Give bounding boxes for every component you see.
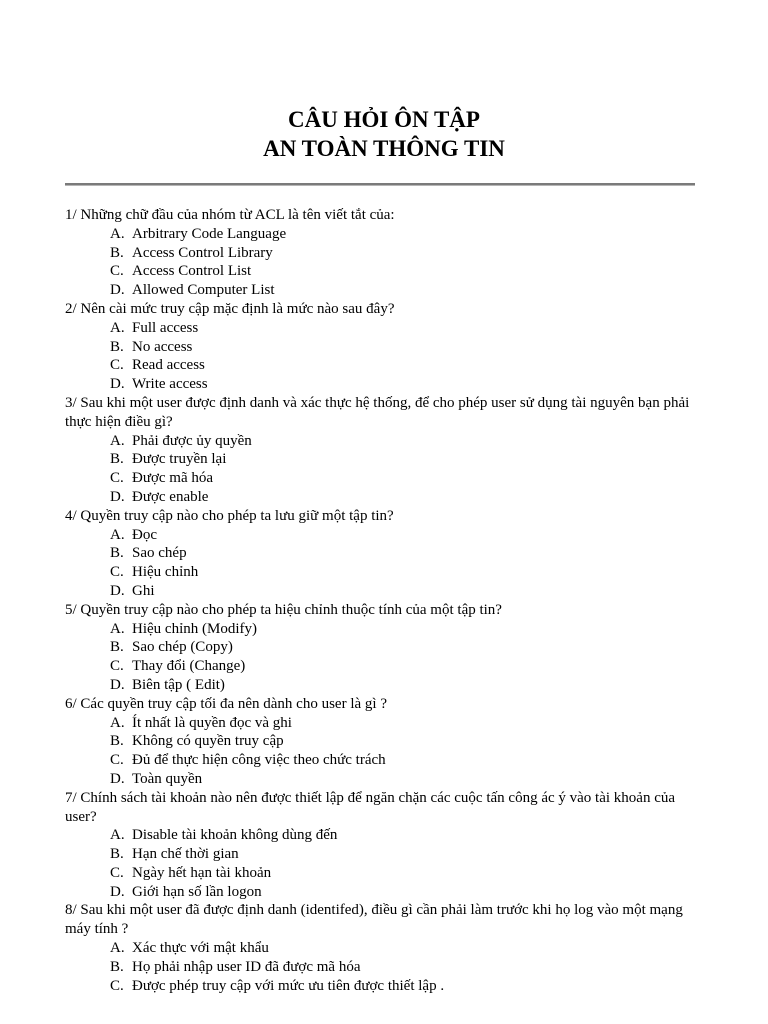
answer-option [65,939,705,958]
option-letter: A. [110,432,125,449]
option-text: Write access [132,376,208,393]
question-text: 1/ Những chữ đầu của nhóm từ ACL là tên viết tắt của: [65,207,395,223]
option-letter: B. [110,733,124,750]
option-text: Access Control Library [132,244,273,261]
option-text: Giới hạn số lần logon [132,883,262,900]
option-text: Allowed Computer List [132,282,275,299]
option-text: Full access [132,319,199,336]
option-letter: D. [110,376,125,393]
answer-option [65,845,705,864]
answer-option [65,582,705,601]
option-letter: B. [110,639,124,656]
document-title-line1: CÂU HỎI ÔN TẬP [288,107,480,132]
option-letter: A. [110,827,125,844]
option-letter: A. [110,526,125,543]
option-letter: B. [110,338,124,355]
answer-option [65,977,705,996]
answer-option [65,375,705,394]
answer-option [65,281,705,300]
answer-option [65,958,705,977]
answer-option [65,488,705,507]
answer-option [65,770,705,789]
option-text: Họ phải nhập user ID đã được mã hóa [132,958,361,975]
option-text: Ít nhất là quyền đọc và ghi [132,714,292,731]
option-text: Xác thực với mật khẩu [132,940,269,957]
answer-option [65,620,705,639]
question-text: 6/ Các quyền truy cập tối đa nên dành cho user là gì ? [65,695,387,712]
option-letter: C. [110,752,124,769]
option-text: Arbitrary Code Language [132,225,287,242]
answer-option [65,319,705,338]
option-letter: D. [110,582,125,599]
option-letter: C. [110,658,124,675]
option-text: Hiệu chỉnh (Modify) [132,620,257,637]
option-text: Sao chép [132,545,187,562]
answer-option [65,563,705,582]
option-text: Ghi [132,582,155,599]
option-text: Hạn chế thời gian [132,846,239,863]
answer-option [65,638,705,657]
answer-option [65,676,705,695]
header-divider [65,183,695,186]
option-text: Sao chép (Copy) [132,639,233,656]
option-letter: C. [110,470,124,487]
answer-option [65,826,705,845]
option-text: Toàn quyền [132,770,203,787]
option-letter: C. [110,864,124,881]
answer-option [65,657,705,676]
option-text: Được phép truy cập với mức ưu tiên được thiết lập . [132,977,445,994]
option-text: Biên tập ( Edit) [132,676,225,693]
answer-option [65,732,705,751]
question-list [65,206,705,995]
option-letter: A. [110,225,125,242]
option-text: Được truyền lại [132,451,227,468]
answer-option [65,864,705,883]
option-letter: A. [110,940,125,957]
option-text: Disable tài khoản không dùng đến [132,827,338,844]
option-text: Không có quyền truy cập [132,733,284,750]
answer-option [65,338,705,357]
option-letter: A. [110,319,125,336]
answer-option [65,544,705,563]
option-letter: B. [110,545,124,562]
answer-option [65,526,705,545]
answer-option [65,751,705,770]
question-text: 2/ Nên cài mức truy cập mặc định là mức nào sau đây? [65,300,395,317]
option-letter: B. [110,846,124,863]
option-letter: D. [110,883,125,900]
option-text: Access Control List [132,263,252,280]
question-text: 3/ Sau khi một user được định danh và xác thực hệ thống, để cho phép user sử dụng tài nguyên bạn phải thực hiện điều gì? [65,394,690,430]
answer-option [65,450,705,469]
option-letter: C. [110,263,124,280]
answer-option [65,225,705,244]
answer-option [65,714,705,733]
option-letter: C. [110,977,124,994]
question-text: 5/ Quyền truy cập nào cho phép ta hiệu chỉnh thuộc tính của một tập tin? [65,601,502,618]
option-text: Được mã hóa [132,470,214,487]
option-letter: C. [110,357,124,374]
option-letter: D. [110,282,125,299]
option-text: Phải được ủy quyền [132,432,252,449]
option-text: Read access [132,357,205,374]
option-text: Hiệu chỉnh [132,564,199,581]
option-letter: D. [110,488,125,505]
answer-option [65,883,705,902]
option-text: Đọc [132,526,157,543]
option-letter: B. [110,451,124,468]
answer-option [65,432,705,451]
option-letter: B. [110,958,124,975]
question-text: 8/ Sau khi một user đã được định danh (identifed), điều gì cần phải làm trước khi họ log vào một mạng máy tính ? [65,902,683,938]
option-letter: A. [110,620,125,637]
answer-option [65,244,705,263]
option-text: Ngày hết hạn tài khoản [132,864,272,881]
option-letter: D. [110,770,125,787]
option-text: Được enable [132,488,209,505]
option-text: Đủ để thực hiện công việc theo chức trách [132,752,386,769]
question-text: 4/ Quyền truy cập nào cho phép ta lưu giữ một tập tin? [65,507,394,524]
option-text: Thay đổi (Change) [132,658,246,675]
option-letter: A. [110,714,125,731]
option-text: No access [132,338,193,355]
option-letter: B. [110,244,124,261]
option-letter: D. [110,676,125,693]
option-letter: C. [110,564,124,581]
answer-option [65,356,705,375]
document-title-line2: AN TOÀN THÔNG TIN [263,136,505,161]
question-text: 7/ Chính sách tài khoản nào nên được thiết lập để ngăn chặn các cuộc tấn công ác ý vào tài khoản của user? [65,789,676,825]
answer-option [65,262,705,281]
answer-option [65,469,705,488]
